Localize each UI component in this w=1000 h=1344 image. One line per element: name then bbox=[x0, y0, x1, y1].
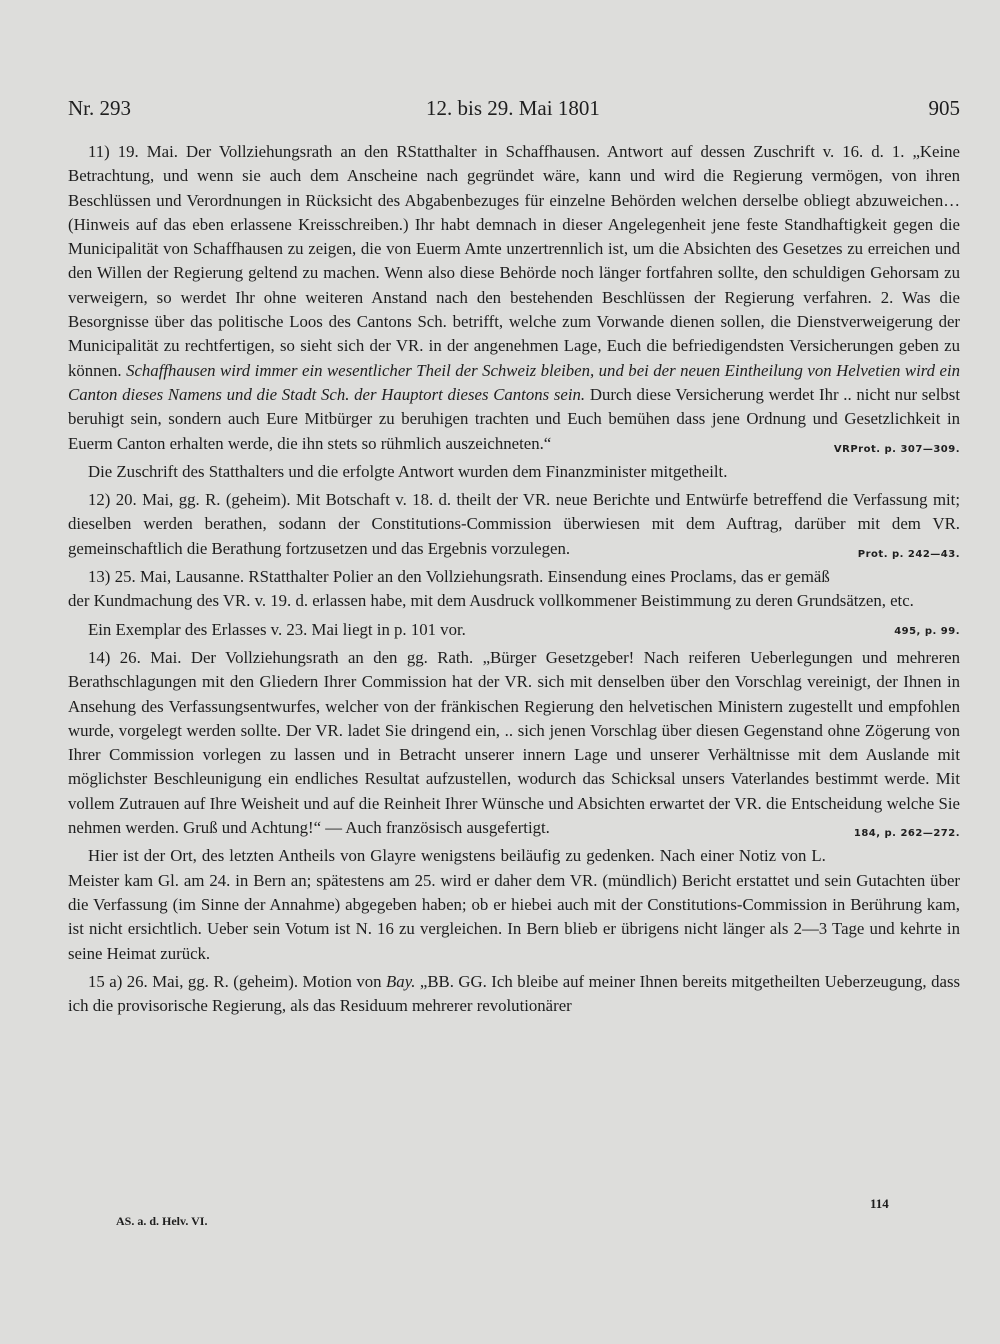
text: 12) 20. Mai, gg. R. (geheim). Mit Botschaft v. 18. d. theilt der VR. neue Berichte und Entwürfe betreffend die Verfassung mit; dieselben werden berathen, sodann der Constitutions-Commission überwiesen mit dem Auftrag, darüber mit dem VR. gemeinschaftlich die Berathung fortzusetzen und das Ergebnis vorzulegen. bbox=[68, 490, 960, 558]
paragraph-14-note: Hier ist der Ort, des letzten Antheils von Glayre wenigstens beiläufig zu gedenken. Nach einer Notiz von L. Meister kam Gl. am 24. in Bern an; spätestens am 25. wird er daher dem VR. (mündlich) Bericht erstattet und sein Gutachten über die Verfassung (im Sinne der Annahme) abgegeben haben; ob er hiebei auch mit der Constitutions-Commission in Berührung kam, ist nicht ersichtlich. Ueber sein Votum ist N. 16 zu vergleichen. In Bern blieb er übrigens nicht länger als 2—3 Tage und kehrte in seine Heimat zurück. bbox=[68, 846, 960, 963]
paragraph-13-note: Ein Exemplar des Erlasses v. 23. Mai liegt in p. 101 vor. bbox=[88, 619, 466, 639]
sheet-number: 114 bbox=[870, 1196, 889, 1211]
text: Durch diese Versicherung werdet Ihr .. nicht nur selbst beruhigt sein, sondern auch Eure Mitbürger zu beruhigen trachten und Euch bemühen dass jene Ordnung und Gesetzlichkeit in Euerm Canton erhalten werde, die ihn stets so rühmlich auszeichneten.“ bbox=[68, 384, 960, 453]
text: 13) 25. Mai, Lausanne. RStatthalter Polier an den Vollziehungsrath. Einsendung eines Proclams, das er gemäß der Kundmachung des VR. v. 19. d. erlassen habe, mit dem Ausdruck vollkommener Beistimmung zu deren Grundsätzen, etc. bbox=[68, 567, 914, 611]
paragraph-11 bbox=[68, 140, 960, 456]
text: 15 a) 26. Mai, gg. R. (geheim). Motion von bbox=[88, 971, 387, 991]
italic-text: Bay. bbox=[386, 971, 416, 991]
source-reference: Prot. p. 242—43. bbox=[857, 548, 960, 560]
page-number-top: 905 bbox=[928, 96, 960, 120]
paragraph-11-note: Die Zuschrift des Statthalters und die erfolgte Antwort wurden dem Finanzminister mitgetheilt. bbox=[88, 461, 728, 481]
paragraph-14 bbox=[68, 646, 960, 840]
source-reference: 184, p. 262—272. bbox=[853, 828, 960, 840]
document-body bbox=[68, 140, 960, 1018]
source-reference: 495, p. 99. bbox=[894, 625, 960, 637]
paragraph-12 bbox=[68, 488, 960, 561]
paragraph-15a bbox=[68, 970, 960, 1019]
running-header bbox=[68, 96, 960, 126]
date-range: 12. bis 29. Mai 1801 bbox=[426, 96, 600, 120]
source-reference: VRProt. p. 307—309. bbox=[833, 443, 960, 455]
text: 11) 19. Mai. Der Vollziehungsrath an den RStatthalter in Schaffhausen. Antwort auf dessen Zuschrift v. 16. d. 1. „Keine Betrachtung, und wenn sie auch dem Anscheine nach gegründet wäre, kann und wird die Regierung vermögen, von ihren Beschlüssen und Verordnungen in Rücksicht des Abgabenbezuges für einzelne Behörden welchen derselbe obliegt abzuweichen… (Hinweis auf das eben erlassene Kreisschreiben.) Ihr habt demnach in dieser Angelegenheit jene feste Standhaftigkeit gegen die Municipalität von Schaffhausen zu zeigen, die von Euerm Amte unzertrennlich ist, um die Absichten des Gesetzes zu erreichen und den Willen der Regierung geltend zu machen. Wenn also diese Behörde noch länger fortfahren sollte, den schuldigen Gehorsam zu verweigern, so werdet Ihr ohne weiteren Anstand nach den bestehenden Beschlüssen der Regierung verfahren. 2. Was die Besorgnisse über das politische Loos des Cantons Sch. betrifft, welche zum Vorwande dienen sollen, die Dienstverweigerung der Municipalität zu rechtfertigen, so sieht sich der VR. in der angenehmen Lage, Euch die befriedigendsten Versicherungen geben zu können. bbox=[68, 142, 960, 380]
footer-signature: AS. a. d. Helv. VI. bbox=[116, 1214, 208, 1228]
text: 14) 26. Mai. Der Vollziehungsrath an den gg. Rath. „Bürger Gesetzgeber! Nach reiferen Ueberlegungen und mehreren Berathschlagungen mit den Gliedern Ihrer Commission hat der VR. sich mit denselben über den Vorschlag vereinigt, der Ihnen in Ansehung des Verfassungsentwurfes, welcher von der fränkischen Regierung den helvetischen Ministern zugestellt und empfohlen wurde, vorgelegt werden sollte. Der VR. ladet Sie dringend ein, .. sich jenen Vorschlag über diesen Gegenstand ohne Zögerung von Ihrer Commission vorlegen zu lassen und in Betracht unserer innern Lage und unserer Verhältnisse mit dem Auslande mit möglichster Beschleunigung ein endliches Resultat aufzustellen, wodurch das Schicksal unsers Vaterlandes bestimmt werde. Mit vollem Zutrauen auf Ihre Weisheit und auf die Reinheit Ihrer Wünsche und Absichten erwartet der VR. die Entscheidung welche Sie nehmen werden. Gruß und Achtung!“ — Auch französisch ausgefertigt. bbox=[68, 647, 960, 838]
document-number: Nr. 293 bbox=[68, 96, 131, 120]
text: „BB. GG. Ich bleibe auf meiner Ihnen bereits mitgetheilten Ueberzeugung, dass ich die provisorische Regierung, als das Residuum mehrerer revolutionärer bbox=[68, 971, 960, 1016]
italic-text: Schaffhausen wird immer ein wesentlicher Theil der Schweiz bleiben, und bei der neuen Eintheilung von Helvetien wird ein Canton dieses Namens und die Stadt Sch. der Hauptort dieses Cantons sein. bbox=[68, 360, 961, 404]
